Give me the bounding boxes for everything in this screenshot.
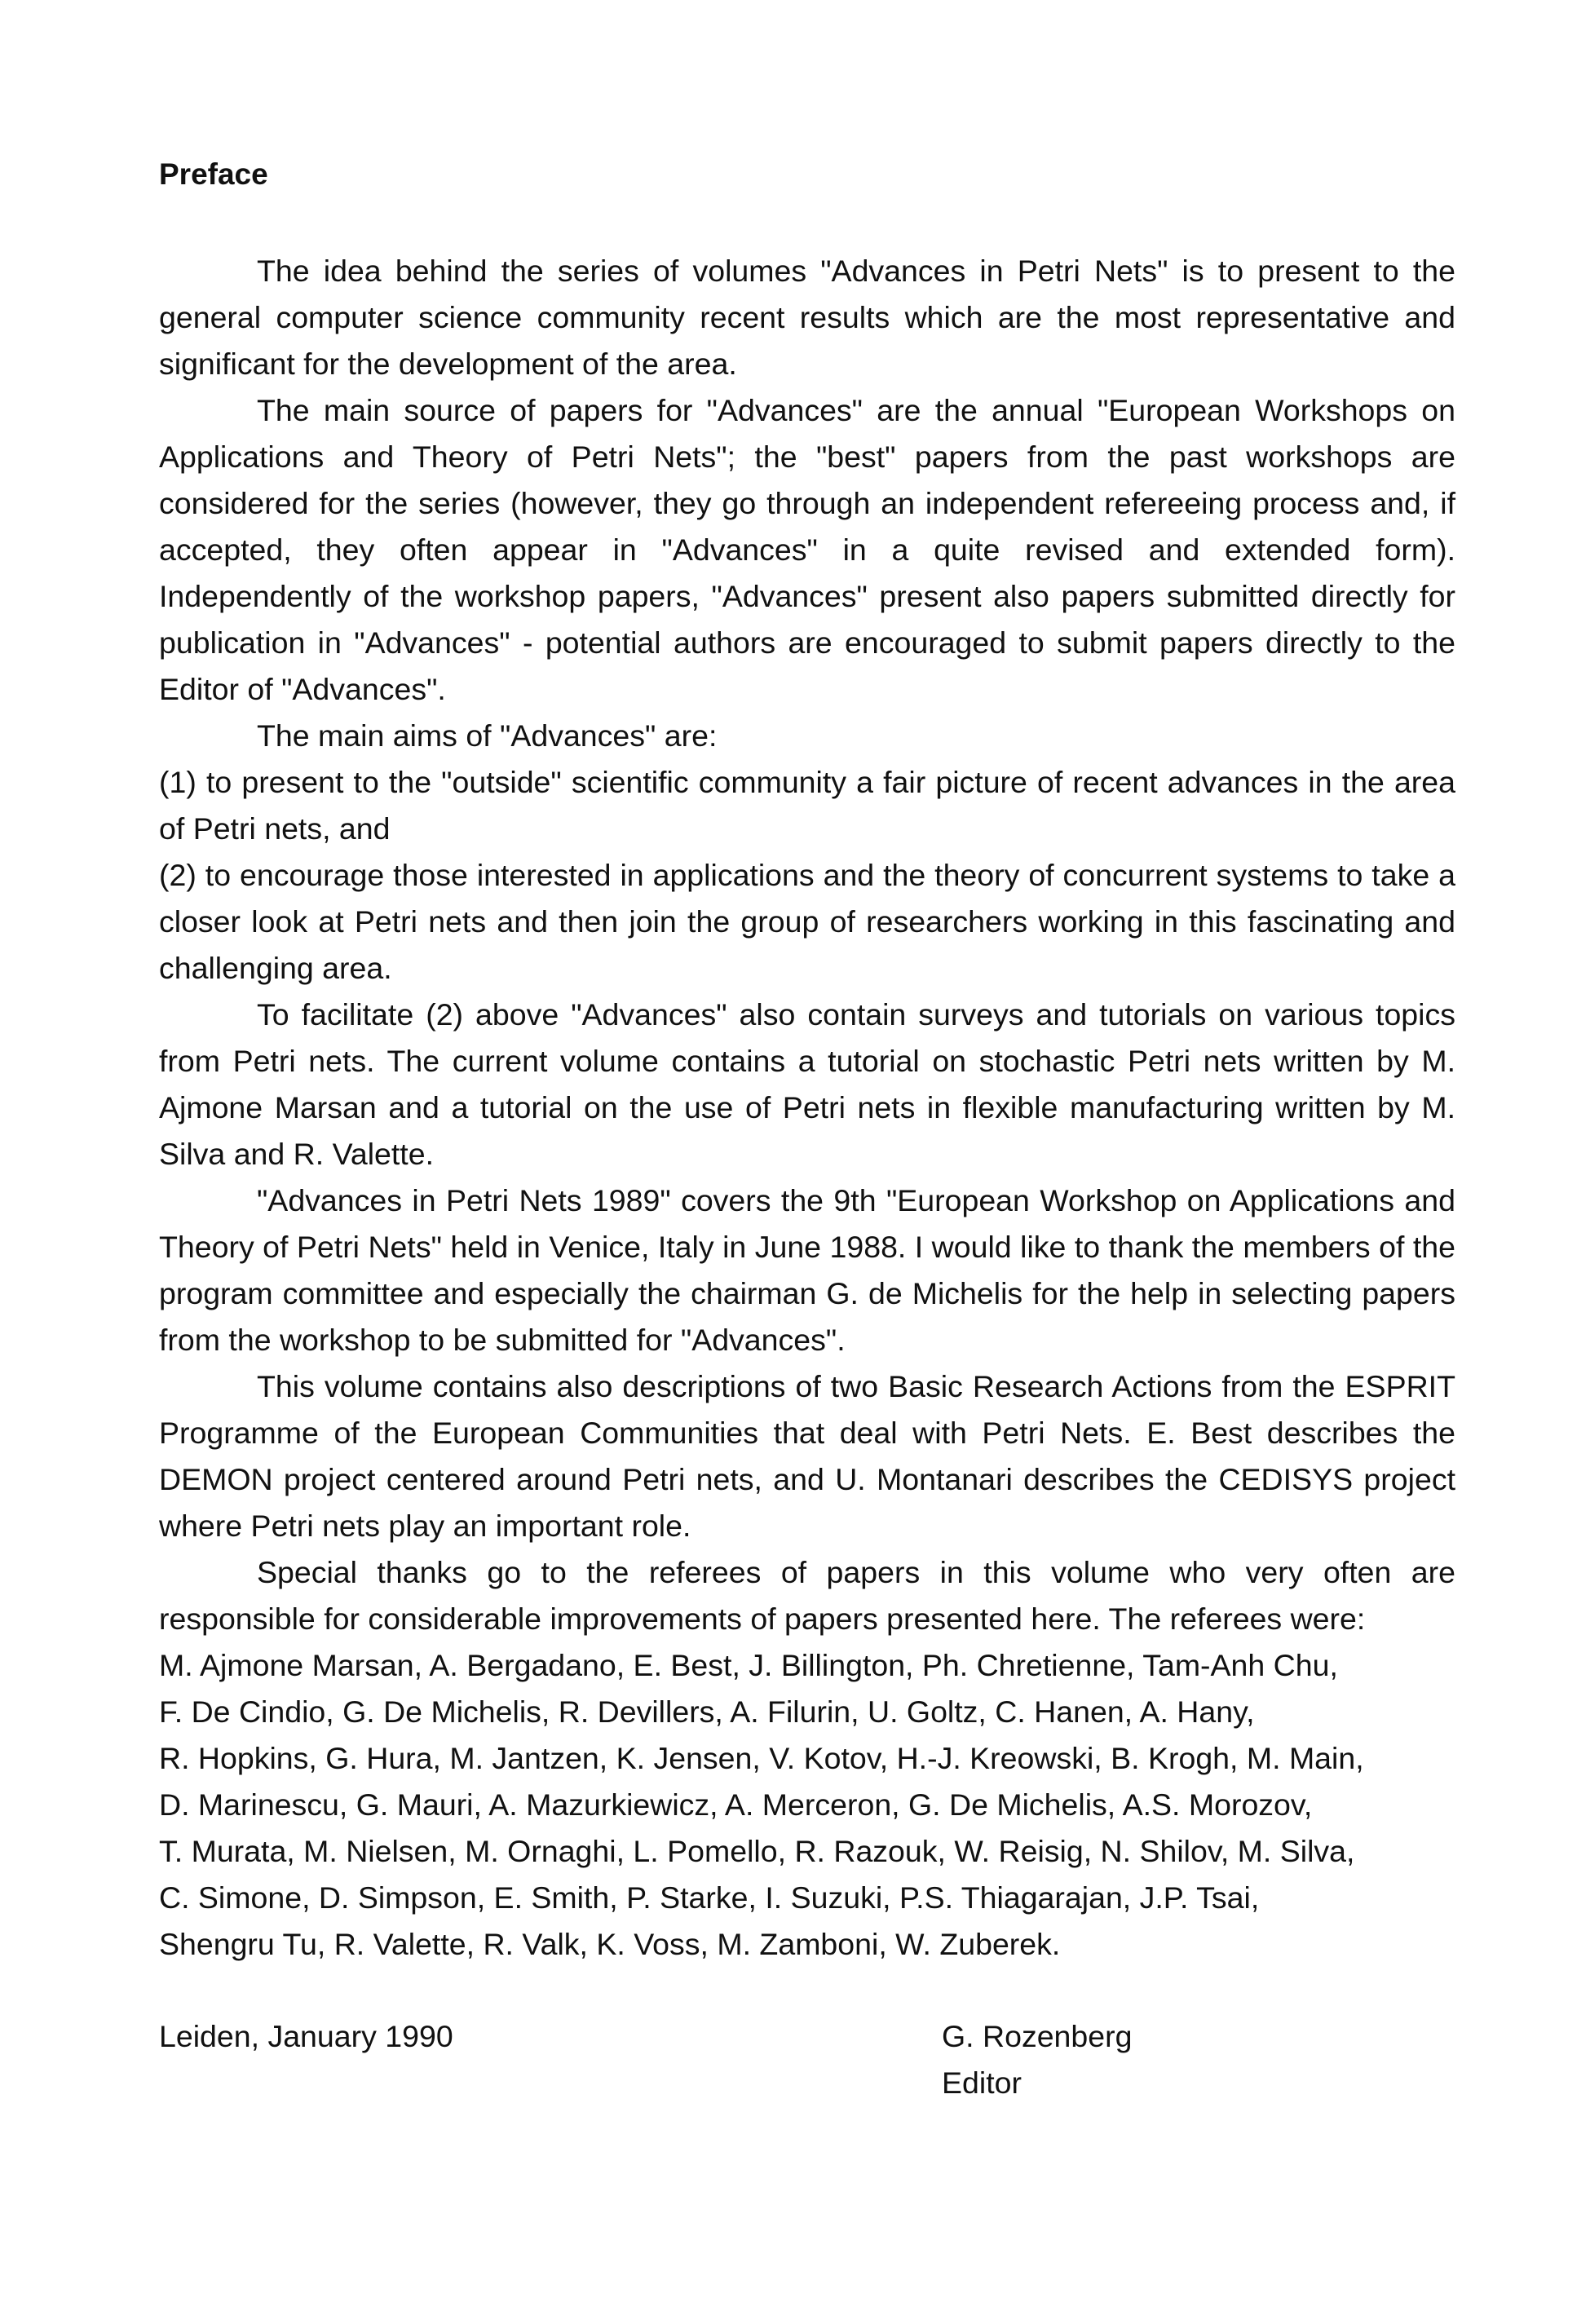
paragraph-tutorials: To facilitate (2) above "Advances" also contain surveys and tutorials on various topics from Petri nets. The current volume contains a tutorial on stochastic Petri nets written by M. Ajmone Marsan and a tutorial on the use of Petri nets in flexible manufacturing written by M. Silva and R. Valette. xyxy=(159,997,1455,1171)
referees-line: D. Marinescu, G. Mauri, A. Mazurkiewicz, A. Merceron, G. De Michelis, A.S. Morozov, xyxy=(159,1787,1313,1822)
document-page xyxy=(159,159,1455,2111)
paragraph-main-aims: The main aims of "Advances" are: xyxy=(257,718,718,753)
paragraph-referees-thanks: Special thanks go to the referees of papers in this volume who very often are responsible for considerable improvements of papers presented here. The referees were: xyxy=(159,1555,1455,1636)
preface-body xyxy=(159,248,1455,1968)
referees-line: M. Ajmone Marsan, A. Bergadano, E. Best, J. Billington, Ph. Chretienne, Tam-Anh Chu, xyxy=(159,1648,1338,1682)
editor-role: Editor xyxy=(942,2066,1022,2100)
aim-item-2: (2) to encourage those interested in applications and the theory of concurrent systems to take a closer look at Petri nets and then join the group of researchers working in this fascinating and challenging area. xyxy=(159,858,1455,985)
paragraph-esprit-actions: This volume contains also descriptions of two Basic Research Actions from the ESPRIT Programme of the European Communities that deal with Petri Nets. E. Best describes the DEMON project centered around Petri nets, and U. Montanari describes the CEDISYS project where Petri nets play an important role. xyxy=(159,1369,1455,1543)
referees-line: F. De Cindio, G. De Michelis, R. Devillers, A. Filurin, U. Goltz, C. Hanen, A. Hany, xyxy=(159,1694,1255,1729)
aim-item-1: (1) to present to the "outside" scientific community a fair picture of recent advances in the area of Petri nets, and xyxy=(159,765,1455,846)
paragraph-paper-sources: The main source of papers for "Advances" are the annual "European Workshops on Applications and Theory of Petri Nets"; the "best" papers from the past workshops are considered for the series (however, they go through an independent refereeing process and, if accepted, they often appear in "Advances" in a quite revised and extended form). Independently of the workshop papers, "Advances" present also papers submitted directly for publication in "Advances" - potential authors are encouraged to submit papers directly to the Editor of "Advances". xyxy=(159,393,1455,706)
page-title: Preface xyxy=(159,157,268,191)
place-date: Leiden, January 1990 xyxy=(159,2019,453,2053)
signature-block xyxy=(159,2013,1455,2111)
referees-list xyxy=(159,1642,1455,1968)
editor-name: G. Rozenberg xyxy=(942,2019,1133,2053)
signatory xyxy=(942,2013,1132,2106)
paragraph-workshop-1989: "Advances in Petri Nets 1989" covers the 9th "European Workshop on Applications and Theory of Petri Nets" held in Venice, Italy in June 1988. I would like to thank the members of the program committee and especially the chairman G. de Michelis for the help in selecting papers from the workshop to be submitted for "Advances". xyxy=(159,1183,1455,1357)
referees-line: Shengru Tu, R. Valette, R. Valk, K. Voss, M. Zamboni, W. Zuberek. xyxy=(159,1927,1061,1961)
referees-line: R. Hopkins, G. Hura, M. Jantzen, K. Jensen, V. Kotov, H.-J. Kreowski, B. Krogh, M. Main, xyxy=(159,1741,1364,1775)
paragraph-series-idea: The idea behind the series of volumes "Advances in Petri Nets" is to present to the general computer science community recent results which are the most representative and significant for the development of the area. xyxy=(159,254,1455,381)
referees-line: T. Murata, M. Nielsen, M. Ornaghi, L. Pomello, R. Razouk, W. Reisig, N. Shilov, M. Silva, xyxy=(159,1834,1355,1868)
referees-line: C. Simone, D. Simpson, E. Smith, P. Starke, I. Suzuki, P.S. Thiagarajan, J.P. Tsai, xyxy=(159,1880,1260,1915)
